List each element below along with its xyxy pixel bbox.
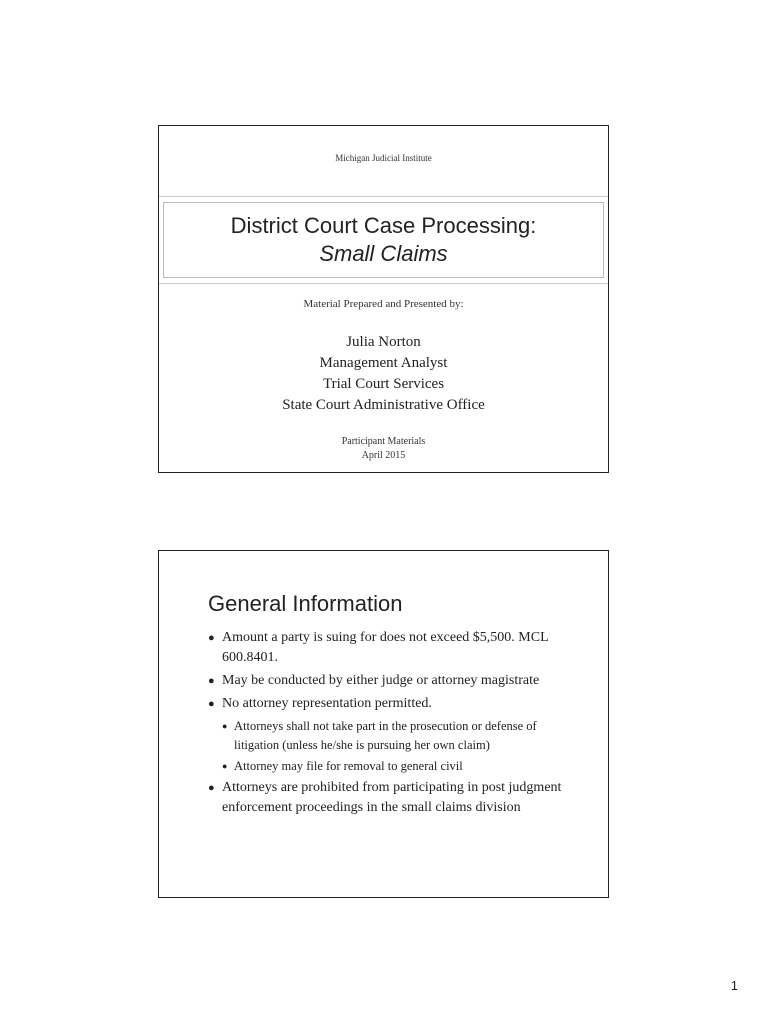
sub-bullet-item <box>208 717 584 755</box>
materials-block <box>159 435 608 463</box>
bullet-dot-icon: ● <box>208 698 215 710</box>
sub-bullet-text: Attorney may file for removal to general civil <box>234 759 463 773</box>
presenter-name: Julia Norton <box>346 334 421 350</box>
materials-date: April 2015 <box>361 450 406 461</box>
title-slide <box>158 125 609 473</box>
materials-label: Participant Materials <box>341 436 426 447</box>
bullet-text: No attorney representation permitted. <box>222 696 432 711</box>
presenter-office: State Court Administrative Office <box>282 397 485 413</box>
bullet-item <box>208 778 584 818</box>
presenter-block <box>159 332 608 416</box>
slide-heading: General Information <box>208 591 403 616</box>
bullet-dot-icon: ● <box>208 675 215 687</box>
general-information-slide <box>158 550 609 898</box>
slide-title: District Court Case Processing: <box>230 213 537 238</box>
bullet-dot-icon: ● <box>222 721 228 731</box>
presenter-department: Trial Court Services <box>322 376 445 392</box>
sub-bullet-item <box>208 757 584 776</box>
presenter-title: Management Analyst <box>319 355 448 371</box>
title-band-inner <box>163 202 604 278</box>
sub-bullet-text: Attorneys shall not take part in the prosecution or defense of litigation (unless he/she is pursuing her own claim) <box>234 719 537 752</box>
prepared-by-label: Material Prepared and Presented by: <box>303 298 464 310</box>
bullet-list <box>208 628 584 821</box>
institute-name: Michigan Judicial Institute <box>335 153 432 163</box>
bullet-item <box>208 628 584 668</box>
bullet-text: Amount a party is suing for does not exceed $5,500. MCL 600.8401. <box>222 630 549 665</box>
bullet-text: Attorneys are prohibited from participating in post judgment enforcement proceedings in the small claims division <box>222 780 562 815</box>
bullet-dot-icon: ● <box>222 761 228 771</box>
bullet-item <box>208 671 584 691</box>
bullet-dot-icon: ● <box>208 782 215 794</box>
title-band <box>159 196 608 284</box>
bullet-dot-icon: ● <box>208 632 215 644</box>
bullet-text: May be conducted by either judge or attorney magistrate <box>222 673 540 688</box>
page-number: 1 <box>730 978 738 993</box>
bullet-item <box>208 694 584 714</box>
slide-subtitle: Small Claims <box>319 241 448 266</box>
